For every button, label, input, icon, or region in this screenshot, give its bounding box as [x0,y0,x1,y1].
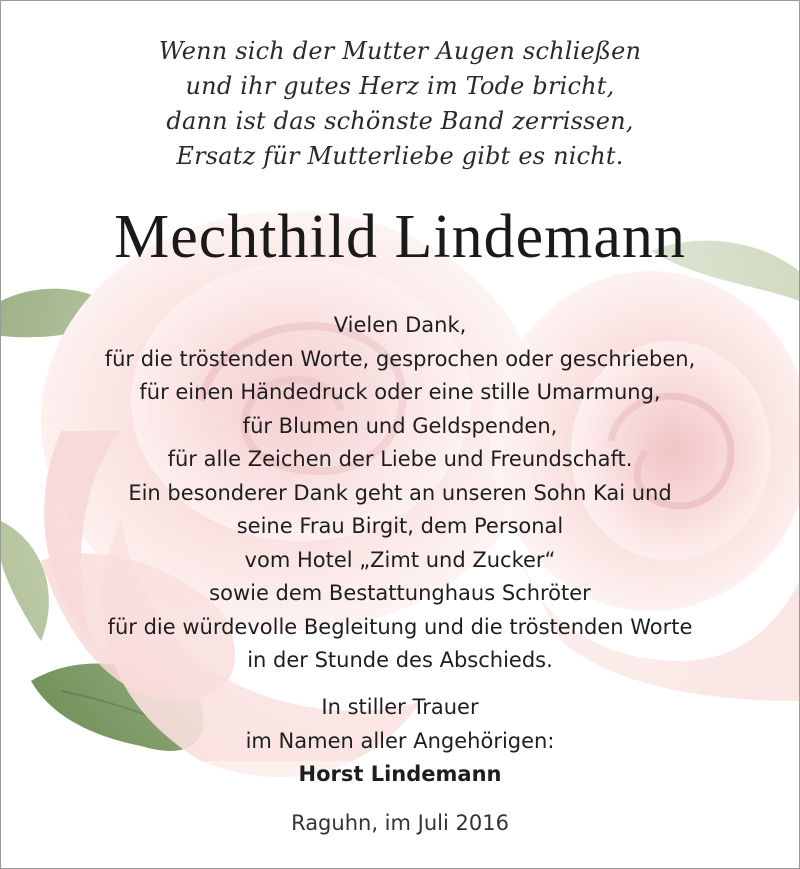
deceased-name: Mechthild Lindemann [114,203,686,271]
closing-line: im Namen aller Angehörigen: [245,728,555,753]
thanks-line: für alle Zeichen der Liebe und Freundschaft. [167,447,633,471]
place-date-text: Raguhn, im Juli 2016 [291,811,509,835]
poem-line: dann ist das schönste Band zerrissen, [166,107,634,135]
thanks-line: Ein besonderer Dank geht an unseren Sohn Kai und [128,480,672,505]
thanks-message [1,309,799,678]
memorial-poem [1,34,799,174]
thanks-line: in der Stunde des Abschieds. [247,648,553,672]
signer-name: Horst Lindemann [298,762,502,786]
thanks-line: Vielen Dank, [333,313,467,337]
notice-text [1,1,799,868]
thanks-line: für Blumen und Geldspenden, [242,413,558,438]
thanks-line: sowie dem Bestattunghaus Schröter [209,581,591,605]
poem-line: und ihr gutes Herz im Tode bricht, [185,72,615,100]
poem-line: Wenn sich der Mutter Augen schließen [158,37,642,65]
closing-block [1,691,799,792]
place-date [1,807,799,840]
thanks-line: für einen Händedruck oder eine stille Umarmung, [139,380,661,404]
thanks-line: seine Frau Birgit, dem Personal [236,514,564,538]
thanks-line: vom Hotel „Zimt und Zucker“ [244,547,556,572]
thanks-line: für die tröstenden Worte, gesprochen oder geschrieben, [104,346,696,371]
closing-line: In stiller Trauer [321,695,479,719]
thanks-line: für die würdevolle Begleitung und die tröstenden Worte [107,614,693,639]
poem-line: Ersatz für Mutterliebe gibt es nicht. [176,142,624,170]
